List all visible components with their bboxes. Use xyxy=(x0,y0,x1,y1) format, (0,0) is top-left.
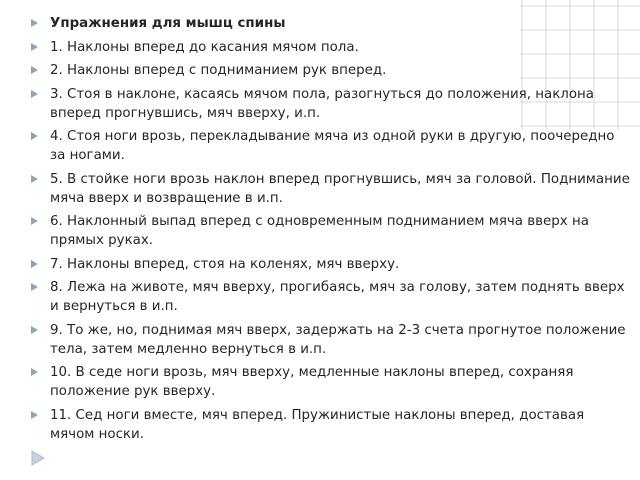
exercise-item-10 xyxy=(30,363,630,401)
exercise-text: 6. Наклонный выпад вперед с одновременным подниманием мяча вверх на прямых руках. xyxy=(50,214,589,248)
triangle-bullet-icon xyxy=(31,43,38,51)
exercise-item-11 xyxy=(30,406,630,444)
slide-content xyxy=(30,14,630,448)
triangle-bullet-icon xyxy=(31,283,38,291)
exercise-text: 2. Наклоны вперед с подниманием рук вперед. xyxy=(50,63,387,78)
exercise-item-4 xyxy=(30,127,630,165)
triangle-bullet-icon xyxy=(31,66,38,74)
triangle-bullet-icon xyxy=(31,90,38,98)
triangle-bullet-icon xyxy=(31,217,38,225)
triangle-bullet-icon xyxy=(31,132,38,140)
exercise-item-1 xyxy=(30,38,630,57)
triangle-bullet-icon xyxy=(31,175,38,183)
slide-heading xyxy=(30,14,630,33)
exercise-text: 3. Стоя в наклоне, касаясь мячом пола, разогнуться до положения, наклона вперед прогнувшись, мяч вверху, и.п. xyxy=(50,86,595,121)
triangle-bullet-icon xyxy=(31,411,38,419)
triangle-bullet-icon xyxy=(31,260,38,268)
exercise-text: 8. Лежа на животе, мяч вверху, прогибаясь, мяч за голову, затем поднять вверх и вернуться в и.п. xyxy=(50,280,625,314)
triangle-bullet-icon xyxy=(31,368,38,376)
exercise-item-3 xyxy=(30,85,630,123)
triangle-bullet-icon xyxy=(31,326,38,334)
exercise-item-8 xyxy=(30,278,630,316)
exercise-item-6 xyxy=(30,212,630,250)
exercise-item-7 xyxy=(30,255,630,274)
exercise-text: 4. Стоя ноги врозь, перекладывание мяча из одной руки в другую, поочередно за ногами. xyxy=(50,129,615,163)
exercise-text: 10. В седе ноги врозь, мяч вверху, медленные наклоны вперед, сохраняя положение рук вверху. xyxy=(50,365,574,399)
exercise-item-2 xyxy=(30,61,630,80)
exercise-text: 7. Наклоны вперед, стоя на коленях, мяч вверху. xyxy=(50,256,400,272)
triangle-bullet-icon xyxy=(31,19,38,27)
exercise-text: 1. Наклоны вперед до касания мячом пола. xyxy=(50,39,359,55)
exercise-text: 5. В стойке ноги врозь наклон вперед прогнувшись, мяч за головой. Поднимание мяча вверх и возвращение в и.п. xyxy=(50,171,630,206)
nav-arrow-icon[interactable] xyxy=(31,450,45,466)
heading-text: Упражнения для мышц спины xyxy=(50,16,286,31)
exercise-text: 9. То же, но, поднимая мяч вверх, задержать на 2-3 счета прогнутое положение тела, затем медленно вернуться в и.п. xyxy=(50,322,626,357)
exercise-item-5 xyxy=(30,170,630,208)
exercise-item-9 xyxy=(30,321,630,359)
exercise-text: 11. Сед ноги вместе, мяч вперед. Пружинистые наклоны вперед, доставая мячом носки. xyxy=(50,407,585,442)
